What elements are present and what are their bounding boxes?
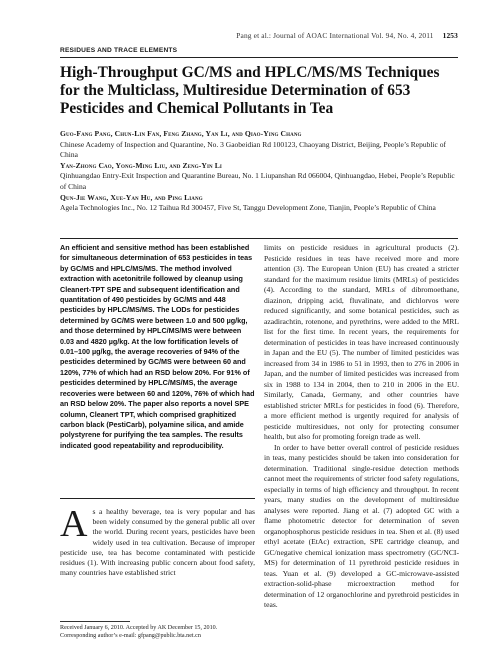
address-3: Agela Technologies Inc., No. 12 Taihua Rd 300457, Five St, Tanggu Development Zone, Tianjin, People’s Republic of China	[60, 203, 436, 213]
abstract-rule	[60, 498, 255, 499]
affiliation-rule	[60, 238, 458, 239]
article-title: High-Throughput GC/MS and HPLC/MS/MS Techniques for the Multiclass, Multiresidue Determination of 653 Pesticides and Chemical Pollutants in Tea	[60, 64, 440, 117]
abstract: An efficient and sensitive method has been established for simultaneous determination of 653 pesticides in teas by GC/MS and HPLC/MS/MS. The method involved extraction with acetonitrile followed by cleanup using Cleanert-TPT SPE and subsequent identification and quantitation of 490 pesticides by GC/MS and 448 pesticides by HPLC/MS/MS. The LODs for pesticides determined by GC/MS were between 1.0 and 500 µg/kg, and those determined by HPLC/MS/MS were between 0.03 and 4820 µg/kg. At the low fortification levels of 0.01–100 µg/kg, the average recoveries of 94% of the pesticides determined by GC/MS were between 60 and 120%, 77% of which had an RSD below 20%. For 91% of pesticides determined by HPLC/MS/MS, the average recoveries were between 60 and 120%, 76% of which had an RSD below 20%. The paper also reports a novel SPE column, Cleanert TPT, which comprised graphitized carbon black (PestiCarb), polyamine silica, and amide polystyrene for purifying the tea samples. The results indicated good repeatability and reproducibility.	[60, 243, 255, 450]
introduction-paragraph	[60, 503, 255, 578]
running-head-text: Pang et al.: Journal of AOAC International Vol. 94, No. 4, 2011	[236, 31, 434, 40]
correspondence-note: Corresponding author’s e-mail: gfpang@public.bta.net.cn	[60, 633, 201, 640]
running-header	[60, 31, 458, 43]
author-group-2	[60, 161, 460, 193]
section-label: RESIDUES AND TRACE ELEMENTS	[60, 47, 178, 54]
right-column	[264, 243, 459, 611]
introduction-text: s a healthy beverage, tea is very popular and has been widely consumed by the general public all over the world. During recent years, pesticides have been widely used in tea cultivation. Because of improper pesticide use, tea has become contaminated with pesticide residues (1). With increasing public concern about food safety, many countries have established strict	[60, 507, 255, 578]
authors-1: Guo-Fang Pang, Chun-Lin Fan, Feng Zhang, Yan Li, and Qiao-Ying Chang	[60, 129, 302, 138]
drop-cap: A	[60, 503, 88, 545]
footnote-rule	[60, 621, 130, 622]
section-rule	[60, 57, 458, 58]
author-group-3	[60, 193, 460, 214]
address-1: Chinese Academy of Inspection and Quarantine, No. 3 Gaobeidian Rd 100123, Chaoyang District, Beijing, People’s Republic of China	[60, 139, 446, 160]
authors-2: Yan-Zhong Cao, Yong-Ming Liu, and Zeng-Yin Li	[60, 160, 222, 170]
page-number: 1253	[442, 31, 458, 40]
author-affiliations	[60, 129, 460, 214]
authors-3: Qun-Jie Wang, Xue-Yan Hu, and Ping Liang	[60, 192, 203, 202]
address-2: Qinhuangdao Entry-Exit Inspection and Quarantine Bureau, No. 1 Liupanshan Rd 066004, Qinhuangdao, Hebei, People’s Republic of China	[60, 171, 455, 191]
footnote	[60, 624, 260, 640]
right-paragraph-1: limits on pesticide residues in agricultural products (2). Pesticide residues in teas have received more and more attention (3). The European Union (EU) has created a stricter standard for the maximum residue limits (MRLs) of pesticides (4). According to the standard, MRLs of dibromoethane, diazinon, dripping acid, fluvalinate, and dichlorvos were reduced significantly, and some botanical pesticides, such as azadirachtin, rotenone, and pyrethrins, were added to the MRL list for the first time. In recent years, the requirements for determination of pesticides in teas have increased continuously in Japan and the EU (5). The number of limited pesticides was increased from 34 in 1986 to 51 in 1993, then to 276 in 2006 in Japan, and the number of limited pesticides was increased from six in 1988 to 134 in 2004, then to 210 in 2006 in the EU. Similarly, Canada, Germany, and other countries have established stricter MRLs for pesticides in food (6). Therefore, a more efficient method is urgently required for analysis of pesticide multiresidues, not only for protecting consumer health, but also for promoting foreign trade as well.	[264, 243, 459, 441]
author-group-1	[60, 129, 460, 161]
right-paragraph-2: In order to have better overall control of pesticide residues in teas, many pesticides should be taken into consideration for determination. Traditional single-residue detection methods cannot meet the requirements of stricter food safety regulations, especially in terms of high efficiency and throughput. In recent years, many studies on the development of multiresidue analyses were reported. Jiang et al. (7) adopted GC with a flame photometric detector for determination of seven organophosphorus pesticide residues in tea. Shen et al. (8) used ethyl acetate (EtAc) extraction, SPE cartridge cleanup, and GC/negative chemical ionization mass spectrometry (GC/NCI-MS) for determination of 11 pyrethroid pesticide residues in teas. Yuan et al. (9) developed a GC-microwave-assisted extraction-solid-phase microextraction method for determination of 12 organochlorine and pyrethroid pesticides in teas.	[264, 442, 459, 609]
received-note: Received January 6, 2010. Accepted by AK December 15, 2010.	[60, 625, 218, 631]
